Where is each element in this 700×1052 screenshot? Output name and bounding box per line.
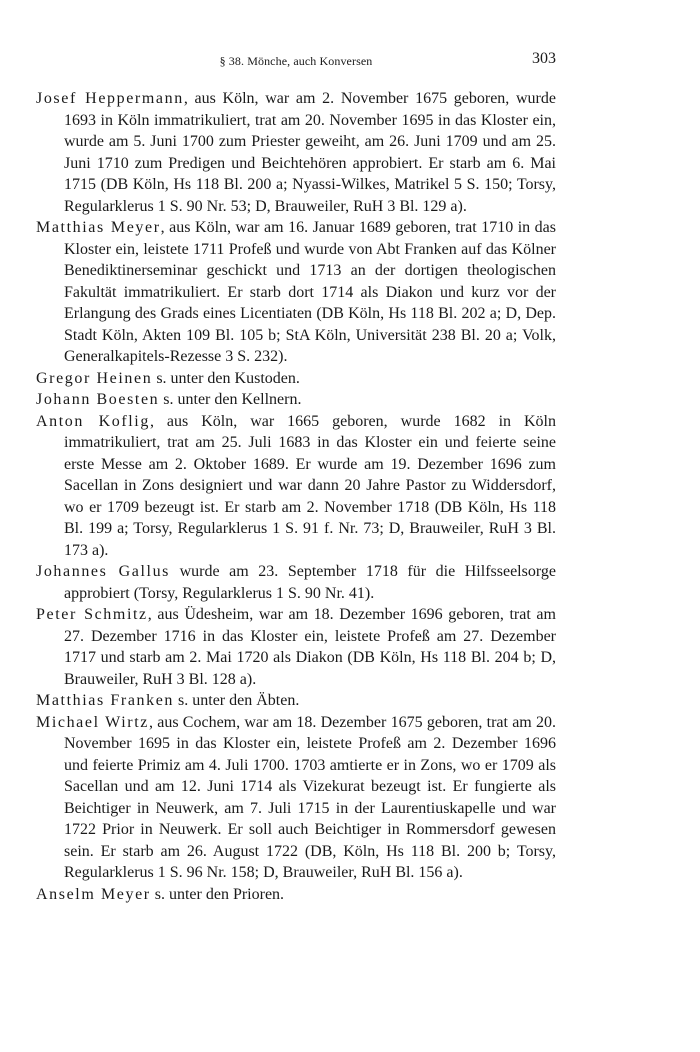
entry-heppermann bbox=[36, 88, 556, 217]
entry-meyer-anselm bbox=[36, 884, 556, 906]
entry-text: , aus Üdesheim, war am 18. Dezember 1696 geboren, trat am 27. Dezember 1716 in das Kloster ein, leistete Profeß am 27. Dezember 1717 und starb am 2. Mai 1720 als Diakon (DB Köln, Hs 118 Bl. 204 b; D, Brauweiler, RuH 3 Bl. 128 a). bbox=[64, 606, 556, 688]
entry-franken bbox=[36, 690, 556, 712]
entry-meyer-matthias bbox=[36, 217, 556, 368]
entry-name: Anton Koflig bbox=[36, 412, 150, 430]
entry-text: s. unter den Prioren. bbox=[150, 885, 285, 903]
running-title: § 38. Mönche, auch Konversen bbox=[219, 54, 373, 68]
entry-name: Gregor Heinen bbox=[36, 369, 153, 387]
entry-text: , aus Köln, war am 16. Januar 1689 geboren, trat 1710 in das Kloster ein, leistete 1711 Profeß und wurde von Abt Franken auf das Kölner Benediktinerseminar geschickt und 1713 an der dortigen theologischen Fakultät immatrikuliert. Er starb dort 1714 als Diakon und kurz vor der Erlangung des Grads eines Licentiaten (DB Köln, Hs 118 Bl. 202 a; D, Dep. Stadt Köln, Akten 109 Bl. 105 b; StA Köln, Universität 238 Bl. 20 a; Volk, Generalkapitels-Rezesse 3 S. 232). bbox=[64, 219, 557, 365]
entry-gallus bbox=[36, 561, 556, 604]
entry-text: wurde am 23. September 1718 für die Hilfsseelsorge approbiert (Torsy, Regularklerus 1 S. 90 Nr. 41). bbox=[64, 563, 556, 602]
entry-text: , aus Cochem, war am 18. Dezember 1675 geboren, trat am 20. November 1695 in das Kloster ein, leistete Profeß am 2. Dezember 1696 und feierte Primiz am 4. Juli 1700. 1703 amtierte er in Zons, wo er 1709 als Sacellan und am 12. Juni 1714 als Vizekurat bezeugt ist. Er fungierte als Beichtiger in Neuwerk, am 7. Juli 1715 in der Laurentiuskapelle und war 1722 Prior in Neuwerk. Er soll auch Beichtiger in Rommersdorf gewesen sein. Er starb am 26. August 1722 (DB, Köln, Hs 118 Bl. 200 b; Torsy, Regularklerus 1 S. 96 Nr. 158; D, Brauweiler, RuH Bl. 156 a). bbox=[64, 713, 557, 881]
entry-schmitz bbox=[36, 604, 556, 690]
entry-boesten bbox=[36, 389, 556, 411]
entry-name: Peter Schmitz bbox=[36, 606, 148, 623]
entry-text: , aus Köln, war 1665 geboren, wurde 1682 in Köln immatrikuliert, trat am 25. Juli 1683 in das Kloster ein und feierte seine erste Messe am 2. Oktober 1689. Er wurde am 19. Dezember 1696 zum Sacellan in Zons designiert und war dann 20 Jahre Pastor zu Widdersdorf, wo er 1709 bezeugt ist. Er starb am 2. November 1718 (DB Köln, Hs 118 Bl. 199 a; Torsy, Regularklerus 1 S. 91 f. Nr. 73; D, Brauweiler, RuH 3 Bl. 173 a). bbox=[64, 412, 556, 559]
entry-name: Anselm Meyer bbox=[36, 885, 151, 903]
entry-list bbox=[36, 88, 556, 905]
page-number: 303 bbox=[532, 50, 556, 67]
entry-name: Michael Wirtz bbox=[36, 713, 149, 731]
entry-name: Matthias Franken bbox=[36, 692, 175, 709]
entry-name: Johann Boesten bbox=[36, 391, 160, 408]
entry-heinen bbox=[36, 368, 556, 390]
entry-text: s. unter den Kustoden. bbox=[152, 369, 300, 387]
entry-text: s. unter den Äbten. bbox=[174, 692, 300, 709]
entry-koflig bbox=[36, 411, 556, 562]
entry-wirtz bbox=[36, 712, 556, 884]
entry-name: Matthias Meyer bbox=[36, 219, 161, 236]
entry-name: Josef Heppermann bbox=[36, 90, 184, 107]
entry-text: s. unter den Kellnern. bbox=[159, 391, 302, 408]
entry-text: , aus Köln, war am 2. November 1675 geboren, wurde 1693 in Köln immatrikuliert, trat am 20. November 1695 in das Kloster ein, wurde am 5. Juni 1700 zum Priester geweiht, am 26. Juni 1709 und am 25. Juni 1710 zum Predigen und Beichtehören approbiert. Er starb am 6. Mai 1715 (DB Köln, Hs 118 Bl. 200 a; Nyassi-Wilkes, Matrikel 5 S. 150; Torsy, Regularklerus 1 S. 90 Nr. 53; D, Brauweiler, RuH 3 Bl. 129 a). bbox=[64, 90, 556, 215]
entry-name: Johannes Gallus bbox=[36, 563, 171, 580]
